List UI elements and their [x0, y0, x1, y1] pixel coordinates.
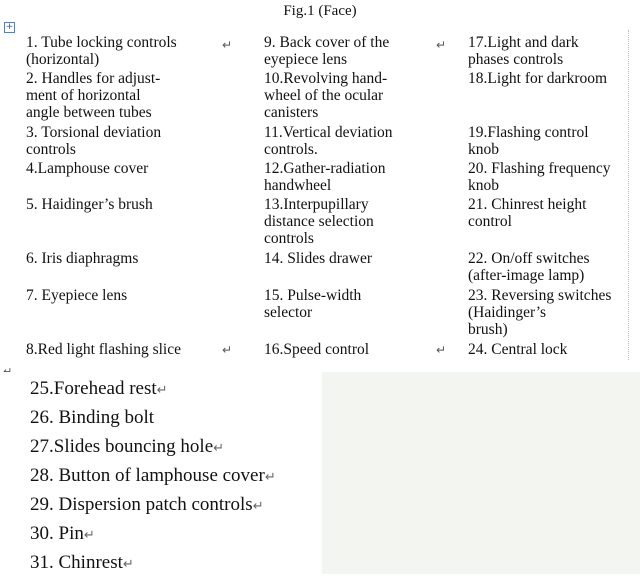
- list-item: 31. Chinrest↵: [30, 552, 134, 573]
- table-cell: 5. Haidinger’s brush: [26, 196, 153, 213]
- table-cell: 23. Reversing switches (Haidinger’s brush): [468, 287, 612, 338]
- table-cell: 18.Light for darkroom: [468, 70, 608, 87]
- cell-end-mark: ↵: [436, 343, 447, 357]
- parts-list: [30, 376, 276, 579]
- table-cell: 24. Central lock: [468, 341, 568, 358]
- table-cell: 1. Tube locking controls (horizontal): [26, 34, 177, 68]
- table-cell: 2. Handles for adjust- ment of horizontal angle between tubes: [26, 70, 161, 121]
- table-cell: 3. Torsional deviation controls: [26, 124, 162, 158]
- lower-area-shade: [322, 372, 640, 574]
- table-cell: 11.Vertical deviation controls.: [264, 124, 393, 158]
- list-item: 28. Button of lamphouse cover↵: [30, 465, 276, 486]
- cell-end-mark: ↵: [222, 38, 233, 52]
- table-cell: 19.Flashing control knob: [468, 124, 589, 158]
- table-cell: 9. Back cover of the eyepiece lens: [264, 34, 390, 68]
- table-cell: 4.Lamphouse cover: [26, 160, 149, 177]
- list-item: 25.Forehead rest↵: [30, 378, 168, 399]
- table-cell: 8.Red light flashing slice: [26, 341, 181, 358]
- table-cell: 20. Flashing frequency knob: [468, 160, 611, 194]
- table-cell: 14. Slides drawer: [264, 250, 373, 267]
- table-cell: 22. On/off switches (after-image lamp): [468, 250, 590, 284]
- list-item: 30. Pin↵: [30, 523, 95, 544]
- cell-end-mark: ↵: [222, 343, 233, 357]
- list-item: 26. Binding bolt: [30, 407, 155, 428]
- table-cell: 6. Iris diaphragms: [26, 250, 139, 267]
- figure-title: Fig.1 (Face): [283, 3, 357, 19]
- list-item: 29. Dispersion patch controls↵: [30, 494, 264, 515]
- table-cell: 7. Eyepiece lens: [26, 287, 128, 304]
- table-cell: 17.Light and dark phases controls: [468, 34, 579, 68]
- table-anchor-icon[interactable]: +: [5, 22, 14, 32]
- table-cell: 10.Revolving hand- wheel of the ocular canisters: [264, 70, 388, 121]
- cell-end-mark: ↵: [436, 38, 447, 52]
- list-item: 27.Slides bouncing hole↵: [30, 436, 225, 457]
- table-cell: 16.Speed control: [264, 341, 370, 358]
- table-cell: 12.Gather-radiation handwheel: [264, 160, 386, 194]
- table-cell: 15. Pulse-width selector: [264, 287, 362, 321]
- table-cell: 21. Chinrest height control: [468, 196, 587, 230]
- table-cell: 13.Interpupillary distance selection controls: [264, 196, 374, 247]
